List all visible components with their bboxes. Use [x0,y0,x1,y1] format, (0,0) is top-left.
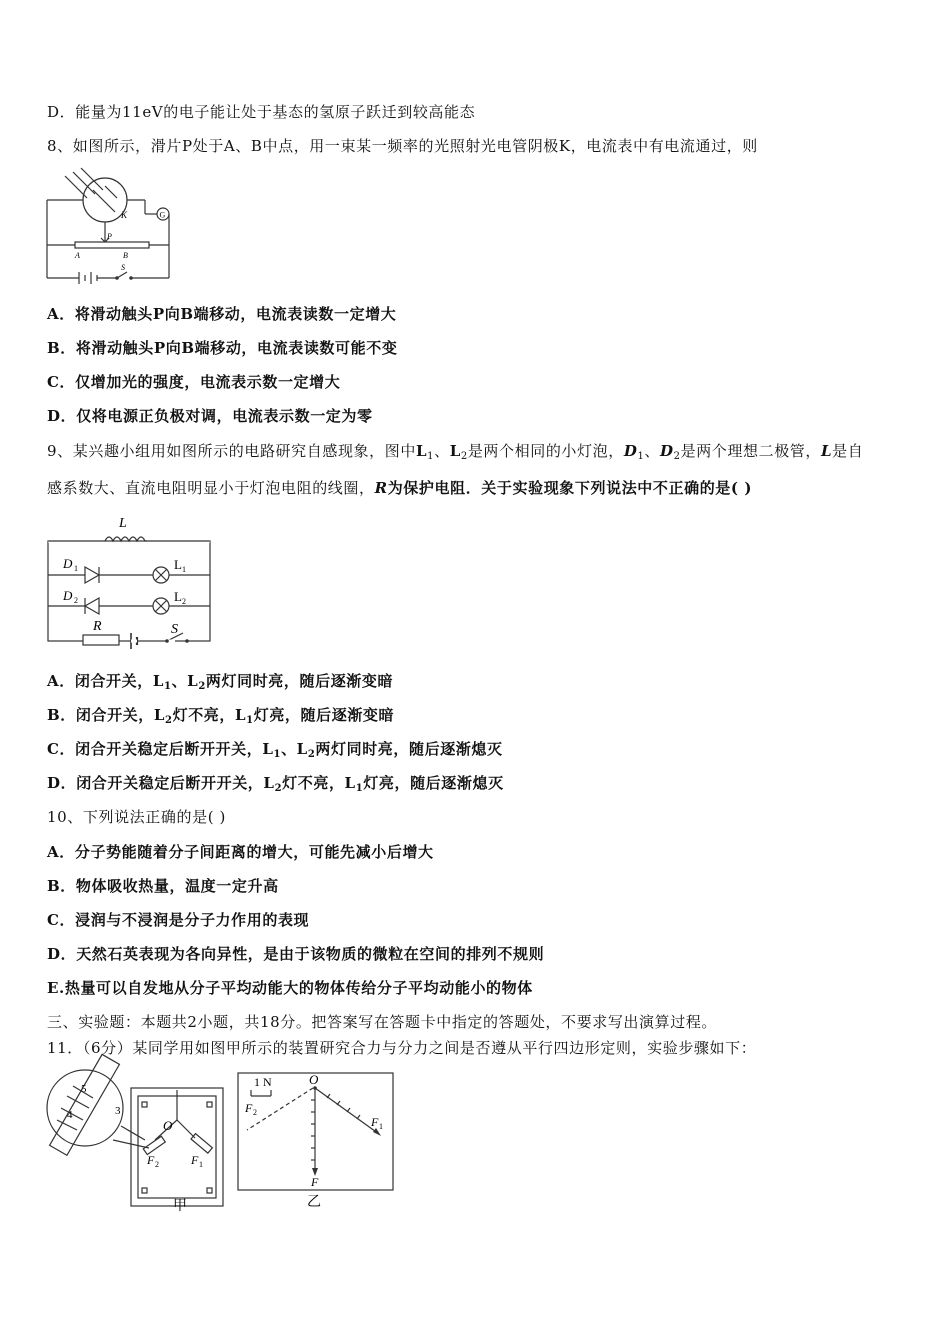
q9-option-b: B．闭合开关，$L_2$灯不亮，$L_1$灯亮，随后逐渐变暗 [47,706,395,726]
q9-option-a: A．闭合开关，$L_1$、$L_2$两灯同时亮，随后逐渐变暗 [47,672,394,692]
q9-label-l1: L [174,557,182,572]
q11-jia-label-f2: F [147,1153,155,1167]
q11-yi-label-o: O [309,1072,319,1087]
q11-yi-scale: 1 N [254,1075,272,1089]
q11-tick-3: 3 [115,1105,121,1117]
q9-circuit-figure [47,513,215,645]
q9-label-d1-sub: 1 [74,564,78,573]
q11-caption-jia: 甲 [173,1199,187,1214]
q11-figure-jia [45,1068,225,1213]
section3-heading: 三、实验题：本题共2小题，共18分。把答案写在答题卡中指定的答题处，不要求写出演算过程。 [47,1013,718,1031]
q10-option-e: E.热量可以自发地从分子平均动能大的物体传给分子平均动能小的物体 [47,979,533,997]
q11-stem: 11．（6分）某同学用如图甲所示的装置研究合力与分力之间是否遵从平行四边形定则，实验步骤如下： [47,1039,757,1057]
q8-label-b: B [123,251,128,260]
q9-label-d2: D [63,588,73,603]
q8-label-s: S [121,263,125,272]
q10-option-a: A．分子势能随着分子间距离的增大，可能先减小后增大 [47,843,434,861]
q8-option-b: B．将滑动触头P向B端移动，电流表读数可能不变 [47,339,398,357]
q11-jia-label-f1-sub: 1 [199,1160,203,1169]
q8-circuit-figure [45,168,180,283]
q8-label-a: A [75,251,80,260]
q8-option-a: A．将滑动触头P向B端移动，电流表读数一定增大 [47,305,397,323]
q11-jia-label-f2-sub: 2 [155,1160,159,1169]
q11-yi-label-f1-sub: 1 [379,1122,383,1131]
q8-option-d: D．仅将电源正负极对调，电流表示数一定为零 [47,407,373,425]
q9-stem-line-1: 9、某兴趣小组用如图所示的电路研究自感现象，图中$L_1$、$L_2$是两个相同的小灯泡，$D_1$、$D_2$是两个理想二极管，L是自 [47,442,864,462]
q9-option-c: C．闭合开关稳定后断开开关，$L_1$、$L_2$两灯同时亮，随后逐渐熄灭 [47,740,503,760]
q9-label-d1: D [63,556,73,571]
q9-label-s: S [171,622,178,637]
q9-label-l2-sub: 2 [182,597,186,606]
q9-label-l1-sub: 1 [182,565,186,574]
q8-label-p: P [107,232,112,241]
q11-yi-label-f2-sub: 2 [253,1108,257,1117]
q11-jia-label-f1: F [191,1153,199,1167]
q10-stem: 10、下列说法正确的是( ) [47,808,226,826]
q11-figure-yi [237,1072,397,1212]
q10-option-b: B．物体吸收热量，温度一定升高 [47,877,279,895]
q11-caption-yi: 乙 [307,1195,321,1210]
q11-yi-label-f1: F [371,1115,379,1129]
q11-yi-label-f2: F [245,1101,253,1115]
q8-option-c: C．仅增加光的强度，电流表示数一定增大 [47,373,341,391]
q11-tick-5: 5 [81,1083,87,1095]
q9-label-d2-sub: 2 [74,596,78,605]
q11-tick-4: 4 [67,1109,73,1121]
q8-label-k: K [121,210,128,220]
q10-option-d: D．天然石英表现为各向异性，是由于该物质的微粒在空间的排列不规则 [47,945,545,963]
q9-label-l2: L [174,589,182,604]
q10-option-c: C．浸润与不浸润是分子力作用的表现 [47,911,310,929]
q9-label-coil: L [119,516,127,531]
q9-stem-line-2: 感系数大、直流电阻明显小于灯泡电阻的线圈，R为保护电阻．关于实验现象下列说法中不正确的是( ) [47,479,753,497]
q7-option-d: D．能量为11eV的电子能让处于基态的氢原子跃迁到较高能态 [47,103,476,121]
q9-label-r: R [93,619,102,634]
q9-option-d: D．闭合开关稳定后断开开关，$L_2$灯不亮，$L_1$灯亮，随后逐渐熄灭 [47,774,504,794]
q8-label-g: G [159,210,166,220]
q11-jia-label-o: O [163,1118,173,1133]
q11-yi-label-f: F [311,1175,319,1189]
q8-stem: 8、如图所示，滑片P处于A、B中点，用一束某一频率的光照射光电管阴极K，电流表中有电流通过，则 [47,137,758,155]
